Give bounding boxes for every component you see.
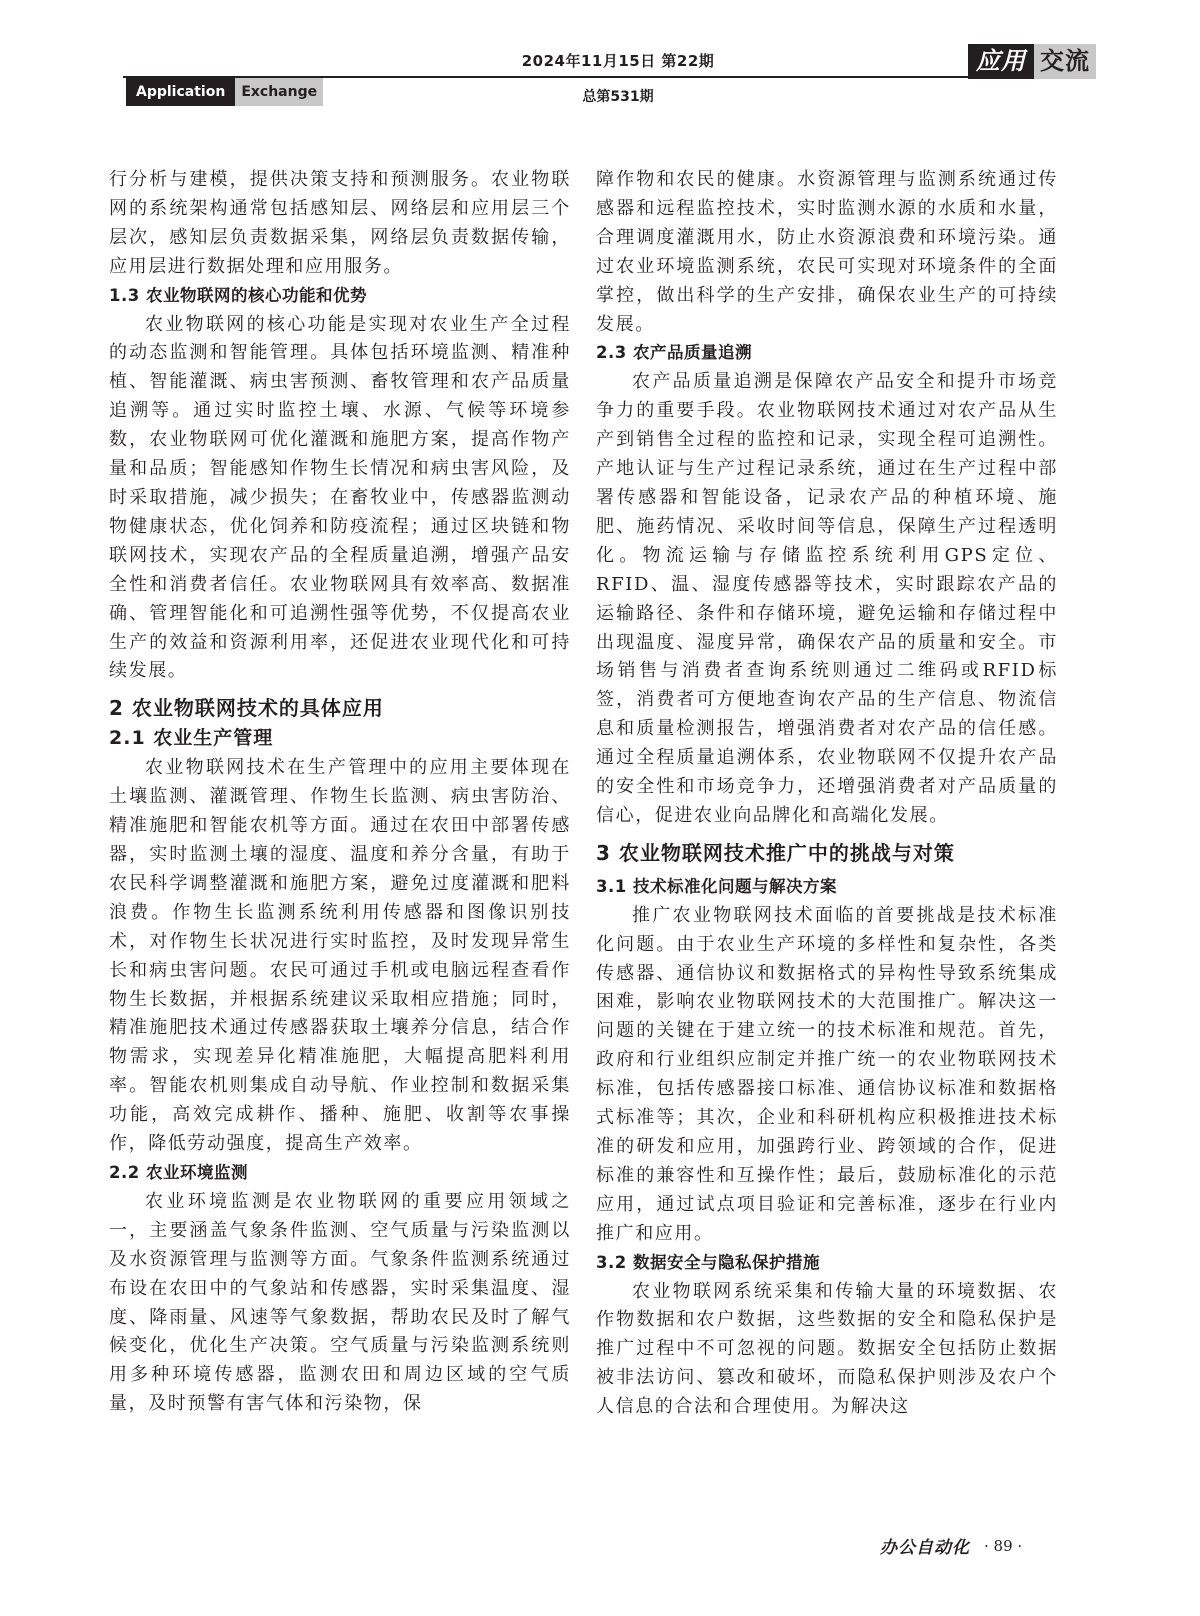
page-number: · 89 · [984, 1536, 1023, 1555]
section-heading-3-1: 3.1 技术标准化问题与解决方案 [596, 876, 837, 896]
section-heading-2-1: 2.1 农业生产管理 [109, 727, 274, 750]
column-badge-cn-dark: 应用 [968, 44, 1034, 79]
section-heading-1-3: 1.3 农业物联网的核心功能和优势 [109, 285, 367, 305]
right-column [596, 166, 1058, 1422]
paragraph: 农业环境监测是农业物联网的重要应用领域之一，主要涵盖气象条件监测、空气质量与污染监测以及水资源管理与监测等方面。气象条件监测系统通过布设在农田中的气象站和传感器，实时采集温度、湿度、降雨量、风速等气象数据，帮助农民及时了解气候变化，优化生产决策。空气质量与污染监测系统则用多种环境传感器，监测农田和周边区域的空气质量，及时预警有害气体和污染物，保 [109, 1190, 571, 1415]
paragraph: 农业物联网技术在生产管理中的应用主要体现在土壤监测、灌溉管理、作物生长监测、病虫害防治、精准施肥和智能农机等方面。通过在农田中部署传感器，实时监测土壤的湿度、温度和养分含量，有助于农民科学调整灌溉和施肥方案，避免过度灌溉和肥料浪费。作物生长监测系统利用传感器和图像识别技术，对作物生长状况进行实时监控，及时发现异常生长和病虫害问题。农民可通过手机或电脑远程查看作物生长数据，并根据系统建议采取相应措施；同时，精准施肥技术通过传感器获取土壤养分信息，结合作物需求，实现差异化精准施肥，大幅提高肥料利用率。智能农机则集成自动导航、作业控制和数据采集功能，高效完成耕作、播种、施肥、收割等农事操作，降低劳动强度，提高生产效率。 [109, 757, 571, 1155]
section-heading-2-3: 2.3 农产品质量追溯 [596, 343, 752, 363]
header-date-issue: 2024年11月15日 第22期 [521, 52, 715, 70]
page-footer [880, 1533, 1022, 1558]
column-badge-en-dark: Application [126, 78, 235, 106]
paragraph: 障作物和农民的健康。水资源管理与监测系统通过传感器和远程监控技术，实时监测水源的水质和水量，合理调度灌溉用水，防止水资源浪费和环境污染。通过农业环境监测系统，农民可实现对环境条件的全面掌控，做出科学的生产安排，确保农业生产的可持续发展。 [596, 169, 1058, 335]
paragraph: 农产品质量追溯是保障农产品安全和提升市场竞争力的重要手段。农业物联网技术通过对农产品从生产到销售全过程的监控和记录，实现全程可追溯性。产地认证与生产过程记录系统，通过在生产过程中部署传感器和智能设备，记录农产品的种植环境、施肥、施药情况、采收时间等信息，保障生产过程透明化。物流运输与存储监控系统利用GPS定位、RFID、温、湿度传感器等技术，实时跟踪农产品的运输路径、条件和存储环境，避免运输和存储过程中出现温度、湿度异常，确保农产品的质量和安全。市场销售与消费者查询系统则通过二维码或RFID标签，消费者可方便地查询农产品的生产信息、物流信息和质量检测报告，增强消费者对农产品的信任感。通过全程质量追溯体系，农业物联网不仅提升农产品的安全性和市场竞争力，还增强消费者对产品质量的信心，促进农业向品牌化和高端化发展。 [596, 371, 1058, 826]
section-heading-2-2: 2.2 农业环境监测 [109, 1163, 248, 1182]
section-heading-3-2: 3.2 数据安全与隐私保护措施 [596, 1252, 820, 1272]
header-column-badge-cn [968, 44, 1096, 79]
left-column [109, 166, 571, 1419]
paragraph: 推广农业物联网技术面临的首要挑战是技术标准化问题。由于农业生产环境的多样性和复杂性，各类传感器、通信协议和数据格式的异构性导致系统集成困难，影响农业物联网技术的大范围推广。解决这一问题的关键在于建立统一的技术标准和规范。首先，政府和行业组织应制定并推广统一的农业物联网技术标准，包括传感器接口标准、通信协议标准和数据格式标准等；其次，企业和科研机构应积极推进技术标准的研发和应用，加强跨行业、跨领域的合作，促进标准的兼容性和互操作性；最后，鼓励标准化的示范应用，通过试点项目验证和完善标准，逐步在行业内推广和应用。 [596, 904, 1058, 1244]
paragraph: 农业物联网系统采集和传输大量的环境数据、农作物数据和农户数据，这些数据的安全和隐私保护是推广过程中不可忽视的问题。数据安全包括防止数据被非法访问、篡改和破坏，而隐私保护则涉及农户个人信息的合法和合理使用。为解决这 [596, 1280, 1058, 1418]
journal-name: 办公自动化 [880, 1538, 970, 1558]
section-heading-3: 3 农业物联网技术推广中的挑战与对策 [596, 840, 955, 865]
column-badge-cn-light: 交流 [1034, 44, 1096, 79]
column-badge-en-light: Exchange [235, 78, 323, 106]
paragraph: 农业物联网的核心功能是实现对农业生产全过程的动态监测和智能管理。具体包括环境监测、精准种植、智能灌溉、病虫害预测、畜牧管理和农产品质量追溯等。通过实时监控土壤、水源、气候等环境参数，农业物联网可优化灌溉和施肥方案，提高作物产量和品质；智能感知作物生长情况和病虫害风险，及时采取措施，减少损失；在畜牧业中，传感器监测动物健康状态，优化饲养和防疫流程；通过区块链和物联网技术，实现农产品的全程质量追溯，增强产品安全性和消费者信任。农业物联网具有效率高、数据准确、管理智能化和可追溯性强等优势，不仅提高农业生产的效益和资源利用率，还促进农业现代化和可持续发展。 [109, 313, 571, 682]
paragraph: 行分析与建模，提供决策支持和预测服务。农业物联网的系统架构通常包括感知层、网络层和应用层三个层次，感知层负责数据采集，网络层负责数据传输，应用层进行数据处理和应用服务。 [109, 169, 571, 277]
header-total-issue: 总第531期 [582, 89, 654, 105]
section-heading-2: 2 农业物联网技术的具体应用 [109, 696, 384, 721]
